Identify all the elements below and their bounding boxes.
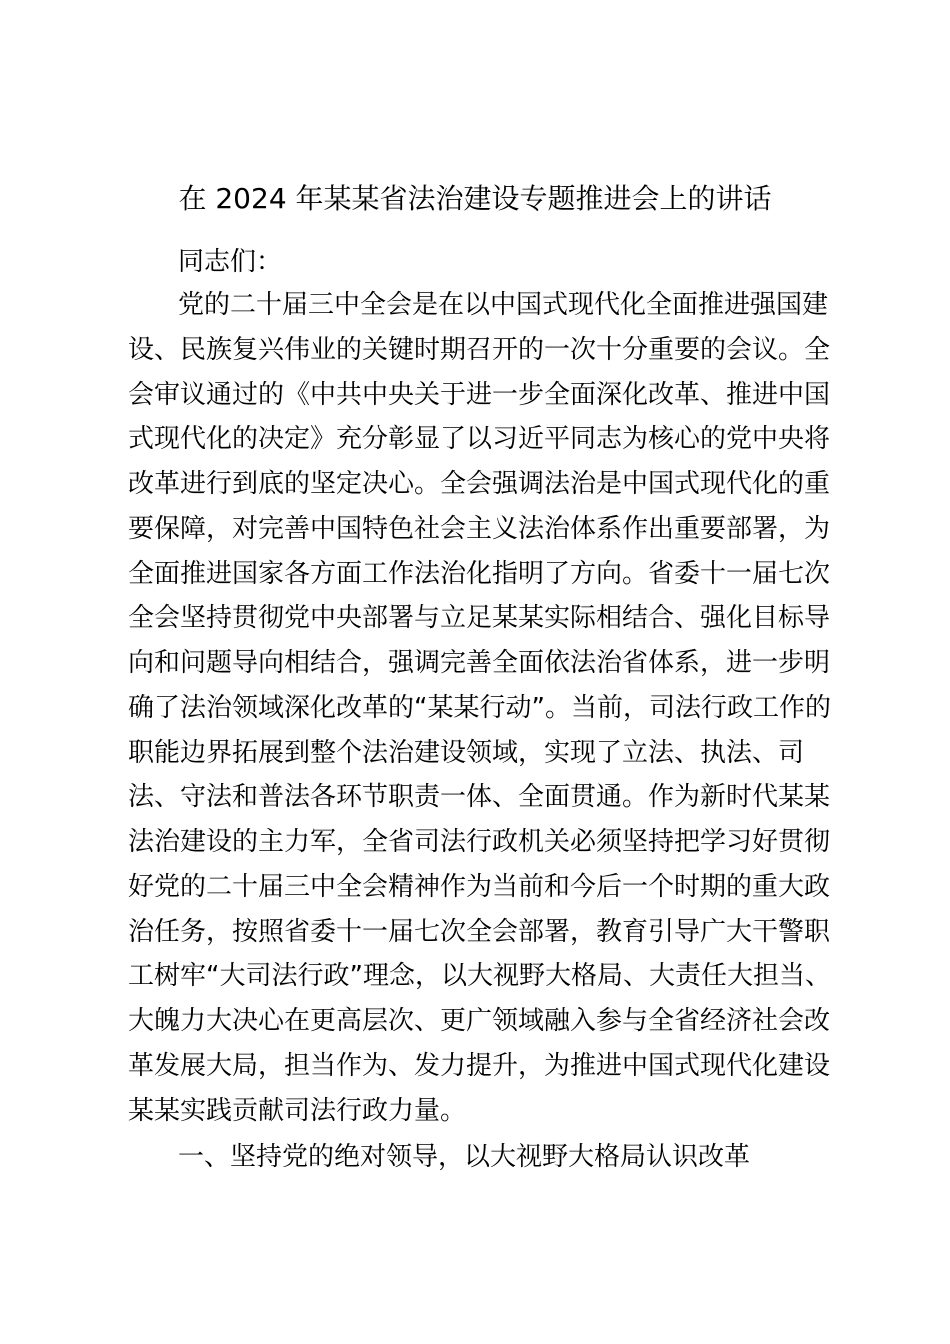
paragraph-line: 法治建设的主力军，全省司法行政机关必须坚持把学习好贯彻 <box>128 827 831 857</box>
paragraph-line: 大魄力大决心在更高层次、更广领域融入参与全省经济社会改 <box>128 1006 831 1036</box>
salutation: 同志们： <box>178 247 283 277</box>
document-title: 在 2024 年某某省法治建设专题推进会上的讲话 <box>178 182 772 215</box>
paragraph-line: 设、民族复兴伟业的关键时期召开的一次十分重要的会议。全 <box>128 334 831 365</box>
paragraph-line: 全会坚持贯彻党中央部署与立足某某实际相结合、强化目标导 <box>128 603 831 634</box>
paragraph-line: 确了法治领域深化改革的“某某行动”。当前，司法行政工作的 <box>128 692 831 723</box>
paragraph-line: 改革进行到底的坚定决心。全会强调法治是中国式现代化的重 <box>128 469 831 499</box>
paragraph-line: 革发展大局，担当作为、发力提升，为推进中国式现代化建设 <box>128 1050 831 1081</box>
paragraph-line: 治任务，按照省委十一届七次全会部署，教育引导广大干警职 <box>128 916 831 947</box>
paragraph-line: 法、守法和普法各环节职责一体、全面贯通。作为新时代某某 <box>128 782 831 813</box>
paragraph-line: 全面推进国家各方面工作法治化指明了方向。省委十一届七次 <box>128 558 831 589</box>
section-heading: 一、坚持党的绝对领导，以大视野大格局认识改革 <box>178 1142 751 1172</box>
paragraph-line: 好党的二十届三中全会精神作为当前和今后一个时期的重大政 <box>128 871 831 902</box>
paragraph-line: 式现代化的决定》充分彰显了以习近平同志为核心的党中央将 <box>128 424 831 455</box>
paragraph-line: 要保障，对完善中国特色社会主义法治体系作出重要部署，为 <box>128 513 831 544</box>
paragraph-line: 工树牢“大司法行政”理念，以大视野大格局、大责任大担当、 <box>128 961 831 992</box>
paragraph-line: 向和问题导向相结合，强调完善全面依法治省体系，进一步明 <box>128 648 831 678</box>
paragraph-line: 党的二十届三中全会是在以中国式现代化全面推进强国建 <box>178 290 829 320</box>
paragraph-line: 职能边界拓展到整个法治建设领域，实现了立法、执法、司 <box>128 737 805 768</box>
body-paragraph <box>128 283 831 1133</box>
paragraph-line: 某某实践贡献司法行政力量。 <box>128 1095 467 1126</box>
paragraph-line: 会审议通过的《中共中央关于进一步全面深化改革、推进中国 <box>128 379 831 410</box>
